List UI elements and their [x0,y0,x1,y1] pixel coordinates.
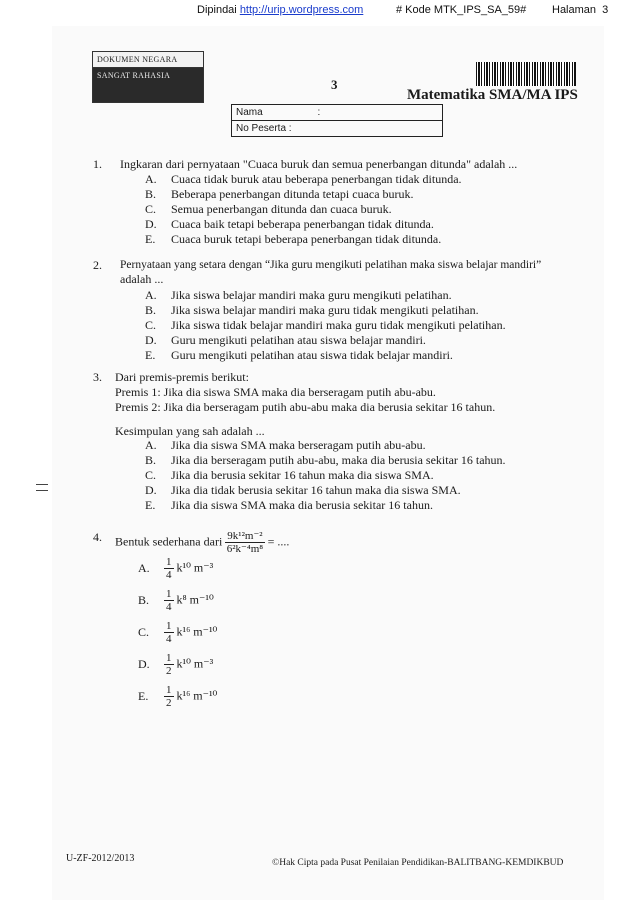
q3-option-b [145,453,506,467]
option-text: Cuaca buruk tetapi beberapa penerbangan tidak ditunda. [171,232,442,246]
premise-1: Premis 1: Jika dia siswa SMA maka dia berseragam putih abu-abu. [115,385,436,399]
question-number: 3. [93,370,102,384]
option-text: Jika dia siswa SMA maka berseragam putih abu-abu. [171,438,426,452]
scan-credit [197,4,363,16]
q2-option-d [145,333,426,347]
q4-option-c [138,620,217,645]
option-text: Jika dia berseragam putih abu-abu, maka dia berusia sekitar 16 tahun. [171,453,506,467]
fraction-denominator: 4 [166,633,172,645]
q1-option-b [145,187,414,201]
fraction-denominator: 4 [166,569,172,581]
q4-option-e [138,684,217,709]
option-letter: A. [138,561,150,575]
question-stem [115,530,289,555]
option-letter: E. [145,232,156,246]
option-text: Cuaca tidak buruk atau beberapa penerbangan tidak ditunda. [171,172,462,186]
option-text: Semua penerbangan ditunda dan cuaca buruk. [171,202,392,216]
option-text: Guru mengikuti pelatihan atau siswa tidak belajar mandiri. [171,348,453,362]
option-letter: D. [145,217,157,231]
option-letter: E. [145,348,156,362]
fraction-numerator: 1 [166,684,172,696]
option-expression: k⁸ m⁻¹⁰ [176,592,214,607]
q4-option-b [138,588,214,613]
conclusion-prompt: Kesimpulan yang sah adalah ... [115,424,265,438]
question-number: 2. [93,258,102,272]
option-expression: k¹⁰ m⁻³ [176,656,214,671]
scan-header [0,0,638,20]
option-text: Jika siswa belajar mandiri maka guru mengikuti pelatihan. [171,288,452,302]
option-fraction [164,652,174,677]
participant-number-row [232,120,442,136]
fraction-denominator: 4 [166,601,172,613]
fraction-denominator: 2 [166,665,172,677]
question-stem-continued: adalah ... [120,272,164,286]
q3-option-a [145,438,426,452]
q1-option-d [145,217,434,231]
option-fraction [164,588,174,613]
option-text: Jika dia berusia sekitar 16 tahun maka dia siswa SMA. [171,468,434,482]
q3-option-d [145,483,461,497]
name-colon: : [317,107,321,118]
option-fraction [164,620,174,645]
option-letter: D. [138,657,150,671]
q2-option-c [145,318,506,332]
barcode-icon [476,62,576,86]
option-text: Jika dia tidak berusia sekitar 16 tahun maka dia siswa SMA. [171,483,461,497]
option-letter: D. [145,333,157,347]
question-stem-text: Bentuk sederhana dari [115,534,223,549]
option-expression: k¹⁶ m⁻¹⁰ [176,688,218,703]
fraction-denominator: 2 [166,697,172,709]
scan-mark [36,484,48,491]
q3-option-e [145,498,433,512]
q2-option-a [145,288,452,302]
option-letter: C. [138,625,150,639]
fraction-numerator: 1 [166,556,172,568]
name-row [232,105,442,120]
q1-option-e [145,232,441,246]
fraction-denominator: 6²k⁻⁴m⁸ [226,543,264,555]
q2-option-b [145,303,479,317]
q1-option-c [145,202,392,216]
option-text: Cuaca baik tetapi beberapa penerbangan tidak ditunda. [171,217,434,231]
q4-option-a [138,556,213,581]
classification-stamp [92,51,204,103]
question-stem: Dari premis-premis berikut: [115,370,249,384]
option-letter: C. [145,202,157,216]
page-label: Halaman [552,4,597,16]
fraction-numerator: 1 [166,652,172,664]
option-letter: B. [145,187,157,201]
option-letter: E. [145,498,156,512]
option-text: Jika siswa belajar mandiri maka guru tidak mengikuti pelatihan. [171,303,479,317]
question-stem: Pernyataan yang setara dengan “Jika guru mengikuti pelatihan maka siswa belajar mandiri” [120,259,542,271]
equals-sign: = .... [267,534,290,549]
fraction-numerator: 1 [166,620,172,632]
option-letter: E. [138,689,149,703]
fraction-numerator: 1 [166,588,172,600]
option-letter: B. [138,593,150,607]
option-text: Beberapa penerbangan ditunda tetapi cuaca buruk. [171,187,414,201]
option-letter: D. [145,483,157,497]
participant-number-label: No Peserta : [236,123,292,134]
q1-option-a [145,172,462,186]
identity-box [231,104,443,137]
page-number: 3 [602,4,609,16]
q3-option-c [145,468,434,482]
option-letter: C. [145,318,157,332]
question-number: 4. [93,530,102,544]
premise-2: Premis 2: Jika dia berseragam putih abu-abu maka dia berusia sekitar 16 tahun. [115,400,496,414]
q4-option-d [138,652,213,677]
expression-fraction [225,530,264,555]
option-expression: k¹⁰ m⁻³ [176,560,214,575]
option-fraction [164,556,174,581]
name-label: Nama [236,107,263,118]
option-letter: A. [145,438,157,452]
scan-url-link[interactable]: http://urip.wordpress.com [239,4,364,16]
page-indicator [552,4,608,16]
option-text: Guru mengikuti pelatihan atau siswa belajar mandiri. [171,333,426,347]
stamp-line-2: SANGAT RAHASIA [93,68,203,102]
subject-title: Matematika SMA/MA IPS [407,87,578,103]
stamp-line-1: DOKUMEN NEGARA [93,52,203,68]
option-letter: B. [145,453,157,467]
option-fraction [164,684,174,709]
question-number: 1. [93,157,102,171]
fraction-numerator: 9k¹²m⁻² [227,530,263,542]
option-expression: k¹⁶ m⁻¹⁰ [176,624,218,639]
option-letter: B. [145,303,157,317]
option-letter: A. [145,288,157,302]
question-stem: Ingkaran dari pernyataan "Cuaca buruk dan semua penerbangan ditunda" adalah ... [120,157,518,171]
footer-code: U-ZF-2012/2013 [66,853,135,864]
document-page-number: 3 [331,77,338,92]
scan-prefix: Dipindai [197,4,237,16]
option-text: Jika siswa tidak belajar mandiri maka guru tidak mengikuti pelatihan. [171,318,506,332]
footer-copyright: ©Hak Cipta pada Pusat Penilaian Pendidikan-BALITBANG-KEMDIKBUD [272,858,564,868]
option-letter: A. [145,172,157,186]
option-letter: C. [145,468,157,482]
document-code: # Kode MTK_IPS_SA_59# [396,4,527,16]
q2-option-e [145,348,453,362]
option-text: Jika dia siswa SMA maka dia berusia sekitar 16 tahun. [171,498,433,512]
